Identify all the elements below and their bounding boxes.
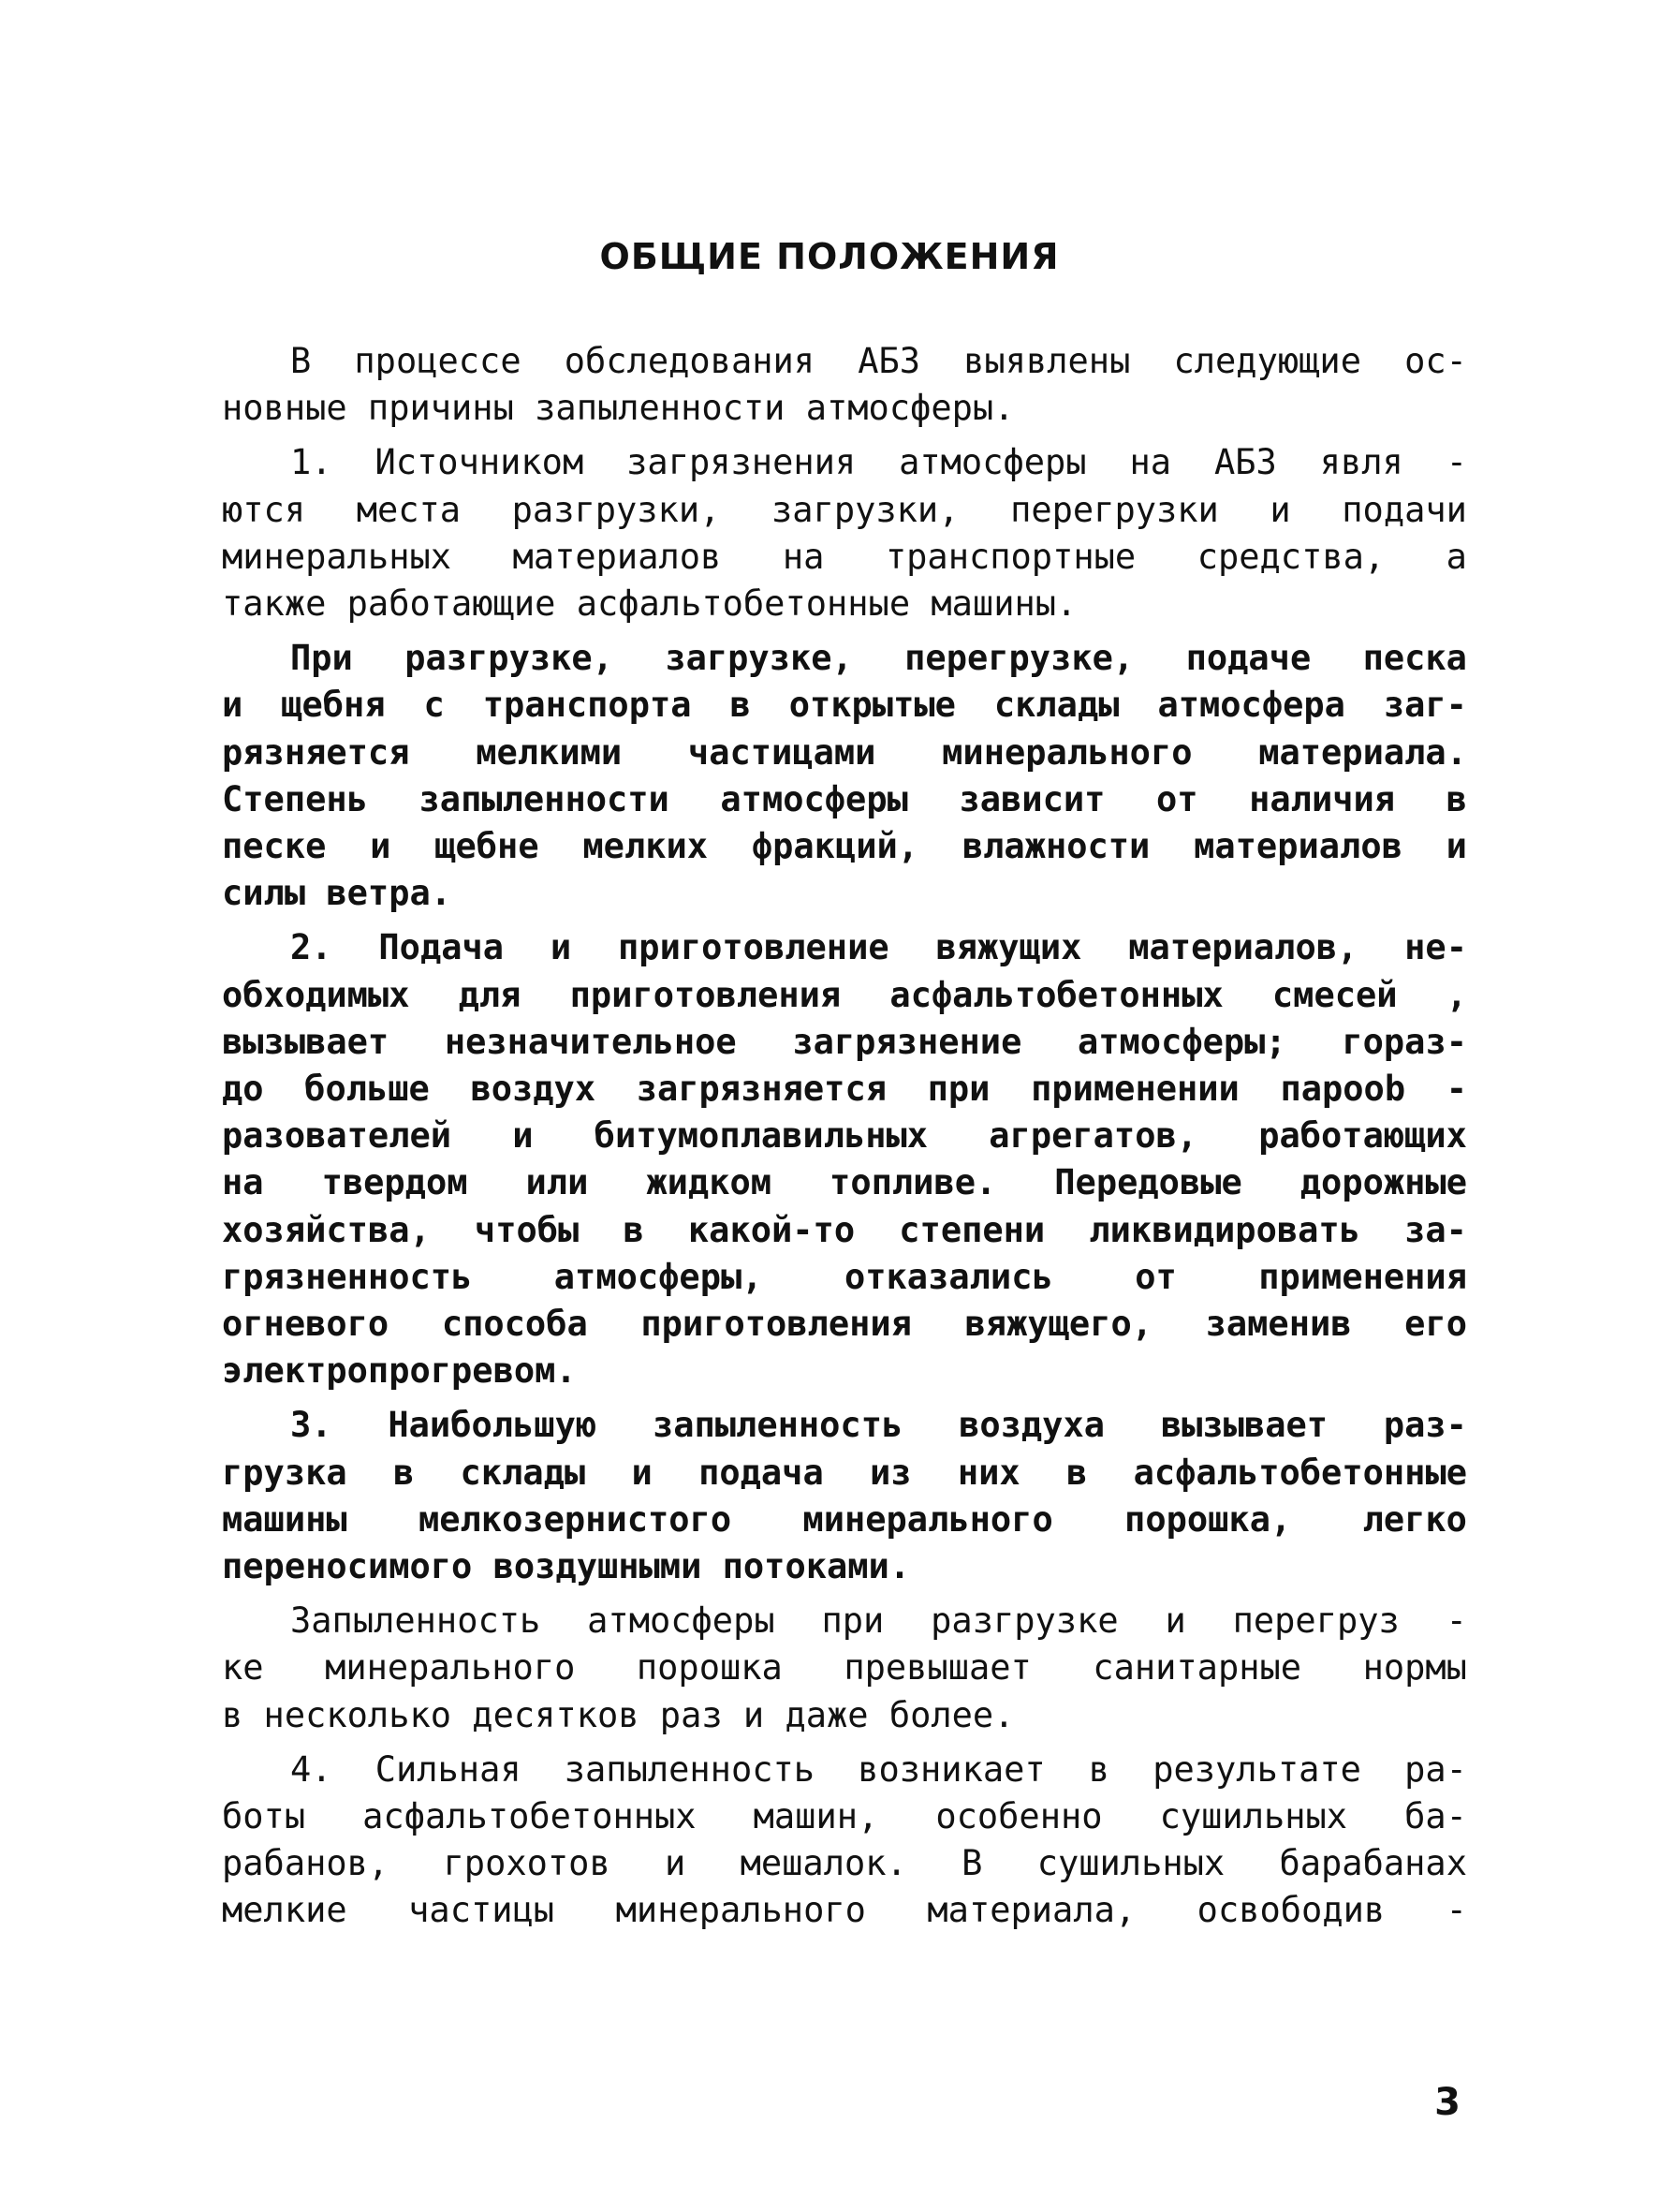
word: ра- <box>1404 1749 1467 1790</box>
word: атмосфера <box>1157 685 1345 725</box>
text-line <box>222 1499 1467 1541</box>
word: материала. <box>1258 732 1467 773</box>
word: хозяйства, <box>222 1210 431 1250</box>
word: не- <box>1404 927 1467 967</box>
text-line <box>222 1115 1467 1157</box>
word: перегрузки <box>1010 490 1219 530</box>
word: пароob <box>1280 1069 1406 1109</box>
word: жидком <box>646 1162 772 1202</box>
word: песке <box>222 826 327 866</box>
word: его <box>1404 1304 1467 1344</box>
word: подача <box>698 1453 824 1493</box>
word: склады <box>460 1453 586 1493</box>
word: загрузке, <box>665 638 853 678</box>
word: места <box>356 490 462 530</box>
text-line <box>222 1069 1467 1110</box>
word: асфальтобетонных <box>889 975 1224 1015</box>
word: выявлены <box>963 341 1131 381</box>
word: перегруз <box>1232 1600 1400 1641</box>
word: приготовления <box>569 975 842 1015</box>
word: - <box>1446 442 1467 482</box>
word: в <box>1446 779 1467 819</box>
word: вызывает <box>222 1022 389 1062</box>
word: запыленность <box>564 1749 815 1790</box>
word: При <box>290 638 353 678</box>
word: транспортные <box>885 537 1137 577</box>
word: мелкими <box>476 732 623 773</box>
word: мелкие <box>222 1890 347 1930</box>
word: больше <box>304 1069 430 1109</box>
word: щебне <box>434 826 539 866</box>
word: на <box>782 537 825 577</box>
word: средства, <box>1197 537 1386 577</box>
word: дорожные <box>1299 1162 1467 1202</box>
text-line <box>290 341 1467 382</box>
text-line <box>222 537 1467 578</box>
word: и <box>512 1115 534 1156</box>
word: степени <box>899 1210 1046 1250</box>
word: атмосферы <box>720 779 908 819</box>
text-line <box>222 1890 1467 1931</box>
word: Сильная <box>374 1749 521 1790</box>
text-line <box>222 685 1467 726</box>
word: легко <box>1362 1499 1467 1540</box>
word: воздуха <box>959 1405 1106 1445</box>
word: процессе <box>354 341 521 381</box>
word: из <box>870 1453 912 1493</box>
word: материала, <box>927 1890 1137 1930</box>
word: какой-то <box>687 1210 856 1250</box>
word: и <box>631 1453 653 1493</box>
word: работающих <box>1258 1115 1467 1156</box>
text-line <box>222 1796 1467 1837</box>
word: ке <box>222 1647 264 1688</box>
word: минерального <box>325 1647 576 1688</box>
text-line <box>222 1304 1467 1345</box>
word: них <box>957 1453 1020 1493</box>
word: ос- <box>1404 341 1467 381</box>
word: приготовления <box>640 1304 912 1344</box>
word: ба- <box>1404 1796 1467 1836</box>
word: и <box>550 927 572 967</box>
word: для <box>458 975 521 1015</box>
word: результате <box>1152 1749 1361 1790</box>
word: огневого <box>222 1304 389 1344</box>
word: материалов <box>1194 826 1402 866</box>
word: битумоплавильных <box>594 1115 929 1156</box>
word: на <box>1129 442 1172 482</box>
word: , <box>1446 975 1467 1015</box>
word: влажности <box>962 826 1151 866</box>
word: нормы <box>1362 1647 1467 1688</box>
text-line <box>222 1453 1467 1494</box>
word: вяжущего, <box>964 1304 1153 1344</box>
word: применении <box>1031 1069 1240 1109</box>
word: гораз- <box>1342 1022 1467 1062</box>
word: минерального <box>942 732 1193 773</box>
word: Подача <box>378 927 505 967</box>
word: от <box>1135 1257 1177 1297</box>
word: грузка <box>222 1453 347 1493</box>
word: явля <box>1319 442 1403 482</box>
word: запыленности <box>418 779 669 819</box>
text-line: электропрогревом. <box>222 1350 577 1391</box>
word: смесей <box>1271 975 1398 1015</box>
word: обследования <box>564 341 815 381</box>
word: грохотов <box>443 1843 610 1883</box>
word: на <box>222 1162 264 1202</box>
word: 4. <box>290 1749 332 1790</box>
word: Передовые <box>1054 1162 1242 1202</box>
text-line <box>290 442 1467 483</box>
word: и <box>222 685 243 725</box>
word: мелкозернистого <box>418 1499 732 1540</box>
word: 3. <box>290 1405 332 1445</box>
word: санитарные <box>1093 1647 1302 1688</box>
word: 2. <box>290 927 332 967</box>
word: минерального <box>615 1890 866 1930</box>
word: наличия <box>1249 779 1396 819</box>
word: АБЗ <box>858 341 921 381</box>
word: порошка <box>636 1647 783 1688</box>
word: боты <box>222 1796 306 1836</box>
word: материалов, <box>1128 927 1358 967</box>
word: особенно <box>935 1796 1103 1836</box>
word: с <box>423 685 445 725</box>
word: от <box>1155 779 1198 819</box>
word: вяжущих <box>935 927 1082 967</box>
word: обходимых <box>222 975 410 1015</box>
text-line <box>222 732 1467 774</box>
page-title: ОБЩИЕ ПОЛОЖЕНИЯ <box>599 236 1060 277</box>
page-number: 3 <box>1434 2081 1461 2124</box>
word: порошка, <box>1124 1499 1292 1540</box>
word: атмосферы; <box>1077 1022 1286 1062</box>
text-line: переносимого воздушными потоками. <box>222 1546 911 1586</box>
word: барабанах <box>1279 1843 1467 1883</box>
word: в <box>623 1210 644 1250</box>
word: следующие <box>1173 341 1361 381</box>
text-line <box>222 490 1467 531</box>
word: загрузки, <box>771 490 960 530</box>
word: в <box>392 1453 415 1493</box>
word: материалов <box>512 537 722 577</box>
word: частицами <box>687 732 876 773</box>
word: а <box>1446 537 1467 577</box>
word: ликвидировать <box>1089 1210 1360 1250</box>
text-line <box>222 826 1467 867</box>
word: машин, <box>753 1796 879 1836</box>
word: подачи <box>1342 490 1467 530</box>
word: перегрузке, <box>904 638 1135 678</box>
word: подаче <box>1185 638 1312 678</box>
text-line: в несколько десятков раз и даже более. <box>222 1695 1015 1735</box>
word: воздух <box>470 1069 596 1109</box>
word: открытые <box>788 685 956 725</box>
text-line: силы ветра. <box>222 873 452 913</box>
word: склады <box>993 685 1120 725</box>
word: раз- <box>1383 1405 1467 1445</box>
text-line <box>222 1843 1467 1884</box>
word: до <box>222 1069 264 1109</box>
word: освободив <box>1197 1890 1386 1930</box>
word: В <box>962 1843 983 1883</box>
text-line <box>222 1210 1467 1251</box>
word: ются <box>222 490 306 530</box>
text-line <box>290 1600 1467 1642</box>
word: фракций, <box>751 826 919 866</box>
word: разгрузке <box>931 1600 1119 1641</box>
word: мелких <box>582 826 709 866</box>
word: транспорта <box>482 685 692 725</box>
word: АБЗ <box>1213 442 1277 482</box>
word: атмосферы <box>587 1600 775 1641</box>
word: сушильных <box>1159 1796 1348 1836</box>
word: атмосферы, <box>553 1257 763 1297</box>
word: атмосферы <box>899 442 1087 482</box>
word: 1. <box>290 442 332 482</box>
word: разгрузке, <box>404 638 613 678</box>
word: заг- <box>1383 685 1467 725</box>
word: Степень <box>222 779 368 819</box>
text-line <box>222 779 1467 820</box>
word: превышает <box>844 1647 1032 1688</box>
word: Запыленность <box>290 1600 541 1641</box>
text-line <box>290 1749 1467 1791</box>
word: запыленность <box>652 1405 903 1445</box>
word: рабанов, <box>222 1843 389 1883</box>
word: или <box>525 1162 589 1202</box>
word: машины <box>222 1499 347 1540</box>
text-line <box>290 927 1467 968</box>
word: грязненность <box>222 1257 473 1297</box>
word: чтобы <box>474 1210 580 1250</box>
word: - <box>1446 1069 1467 1109</box>
word: асфальтобетонные <box>1133 1453 1467 1493</box>
word: и <box>1165 1600 1186 1641</box>
word: в <box>729 685 751 725</box>
word: разователей <box>222 1115 452 1156</box>
word: и <box>1446 826 1467 866</box>
word: твердом <box>321 1162 468 1202</box>
word: минеральных <box>222 537 452 577</box>
word: В <box>290 341 312 381</box>
word: и <box>1270 490 1291 530</box>
word: - <box>1446 1890 1467 1930</box>
text-line <box>222 1257 1467 1298</box>
word: вызывает <box>1160 1405 1329 1445</box>
word: в <box>1066 1453 1088 1493</box>
word: способа <box>441 1304 588 1344</box>
word: при <box>821 1600 885 1641</box>
word: зависит <box>959 779 1106 819</box>
word: Наибольшую <box>388 1405 597 1445</box>
word: рязняется <box>222 732 410 773</box>
text-line <box>290 638 1467 679</box>
word: частицы <box>408 1890 555 1930</box>
word: и <box>370 826 391 866</box>
text-line <box>222 1162 1467 1203</box>
word: Источником <box>374 442 584 482</box>
word: отказались <box>844 1257 1053 1297</box>
word: песка <box>1362 638 1467 678</box>
word: в <box>1088 1749 1110 1790</box>
word: применения <box>1258 1257 1467 1297</box>
text-line <box>222 1022 1467 1063</box>
text-line <box>222 975 1467 1016</box>
text-line: также работающие асфальтобетонные машины. <box>222 583 1078 624</box>
word: - <box>1446 1600 1467 1641</box>
word: разгрузки, <box>511 490 721 530</box>
word: агрегатов, <box>989 1115 1198 1156</box>
word: незначительное <box>444 1022 737 1062</box>
word: при <box>927 1069 991 1109</box>
word: приготовление <box>618 927 889 967</box>
word: асфальтобетонных <box>362 1796 697 1836</box>
word: сушильных <box>1036 1843 1226 1883</box>
word: топливе. <box>830 1162 997 1202</box>
word: возникает <box>858 1749 1046 1790</box>
text-line <box>290 1405 1467 1446</box>
word: за- <box>1404 1210 1467 1250</box>
text-line <box>222 1647 1467 1688</box>
word: мешалок. <box>740 1843 907 1883</box>
word: заменив <box>1205 1304 1352 1344</box>
word: загрязнение <box>792 1022 1022 1062</box>
word: минерального <box>802 1499 1053 1540</box>
word: щебня <box>281 685 386 725</box>
word: загрязнения <box>626 442 857 482</box>
word: и <box>665 1843 686 1883</box>
text-line: новные причины запыленности атмосферы. <box>222 388 1015 428</box>
word: загрязняется <box>636 1069 888 1109</box>
